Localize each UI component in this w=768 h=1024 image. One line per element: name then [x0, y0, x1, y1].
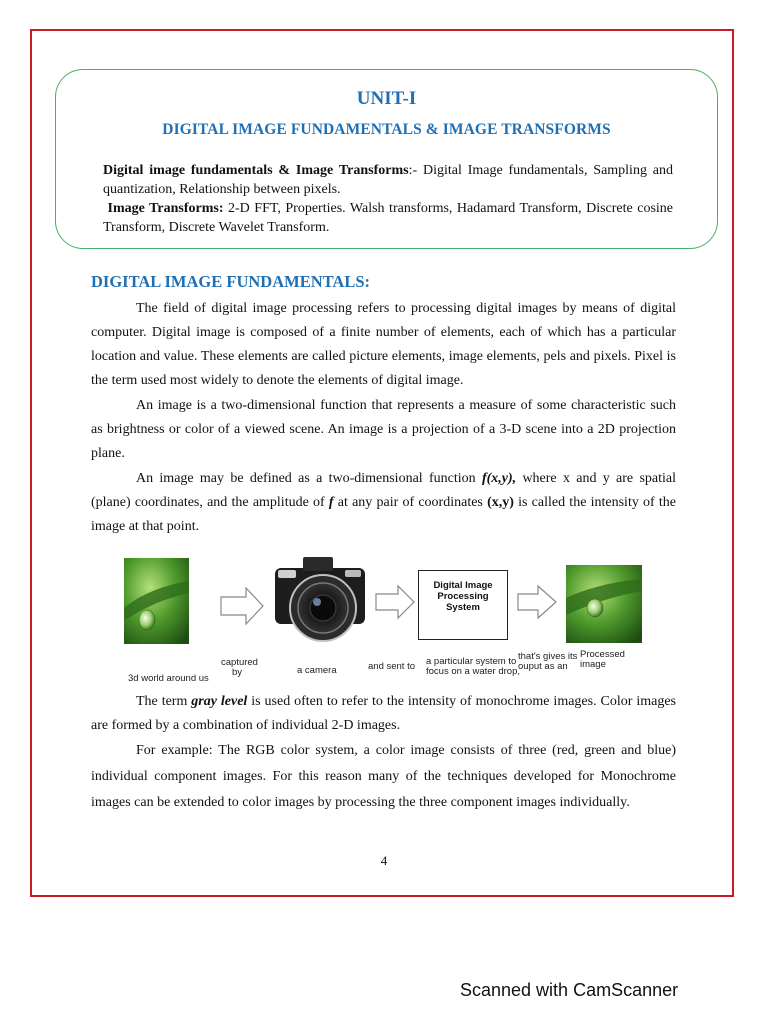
label-camera: a camera [297, 665, 337, 676]
dip-system-title: Digital Image Processing System [433, 580, 493, 613]
syllabus-line-2 [103, 199, 673, 237]
label-processed-image: Processed image [580, 649, 625, 670]
p3-text-b: where x and y are spatial (plane) coordinates, and the amplitude of [91, 471, 676, 510]
unit-title: UNIT-I [356, 88, 417, 109]
paragraph-2 [91, 394, 676, 466]
p3-text-d: is called the intensity of the image at that point. [91, 495, 677, 534]
paragraph-3 [91, 467, 676, 539]
arrow-3 [518, 586, 556, 618]
input-image [124, 558, 189, 644]
label-gives-output: that's gives its ouput as an [518, 651, 578, 672]
p3-f: f [328, 495, 334, 510]
syllabus-line-1 [103, 161, 673, 199]
page-number: 4 [380, 853, 388, 868]
p3-coords: (x,y) [487, 495, 514, 510]
unit-subtitle: DIGITAL IMAGE FUNDAMENTALS & IMAGE TRANSFORMS [162, 121, 611, 138]
syllabus-2-text: 2-D FFT, Properties. Walsh transforms, Hadamard Transform, Discrete cosine Transform, Discrete Wavelet Transform. [103, 201, 674, 235]
syllabus-2-bold: Image Transforms: [107, 201, 224, 216]
camscanner-watermark: Scanned with CamScanner [460, 980, 679, 1000]
paragraph-5-text: For example: The RGB color system, a color image consists of three (red, green and blue) individual component images. For this reason many of the techniques developed for Monochrome images can be extended to color images by processing the three component images individually. [91, 743, 676, 810]
label-3d-world: 3d world around us [128, 673, 209, 684]
paragraph-1 [91, 297, 676, 393]
syllabus-1-text: :- Digital Image fundamentals, Sampling and quantization, Relationship between pixels. [103, 163, 674, 197]
arrow-1 [221, 588, 263, 624]
dip-figure [118, 553, 648, 688]
paragraph-4 [91, 690, 676, 738]
unit-header-box [55, 69, 718, 249]
camera-icon [275, 557, 365, 641]
label-particular-system: a particular system to focus on a water drop, [426, 656, 520, 677]
syllabus-1-bold: Digital image fundamentals & Image Transforms [103, 163, 409, 178]
output-image [566, 565, 642, 643]
paragraph-1-text: The field of digital image processing refers to processing digital images by means of digital computer. Digital image is composed of a finite number of elements, each of which has a particular location and value. These elements are called picture elements, image elements, pels and pixels. Pixel is the term used most widely to denote the elements of digital image. [91, 301, 676, 388]
label-captured-by: captured by [221, 657, 258, 678]
section-heading: DIGITAL IMAGE FUNDAMENTALS: [91, 272, 370, 291]
p3-text-a: An image may be defined as a two-dimensional function [136, 471, 482, 486]
p4-text-a: The term [136, 694, 192, 709]
paragraph-5 [91, 738, 676, 816]
p3-text-c: at any pair of coordinates [333, 495, 488, 510]
p4-text-b: is used often to refer to the intensity of monochrome images. Color images are formed by a combination of individual 2-D images. [91, 694, 677, 733]
dip-system-box [418, 570, 508, 640]
paragraph-2-text: An image is a two-dimensional function that represents a measure of some characteristic such as brightness or color of a viewed scene. An image is a projection of a 3-D scene into a 2D projection plane. [91, 398, 676, 461]
label-sent-to: and sent to [368, 661, 416, 672]
arrow-2 [376, 586, 414, 618]
p3-function: f(x,y), [481, 471, 517, 486]
p4-gray-level: gray level [191, 694, 248, 709]
